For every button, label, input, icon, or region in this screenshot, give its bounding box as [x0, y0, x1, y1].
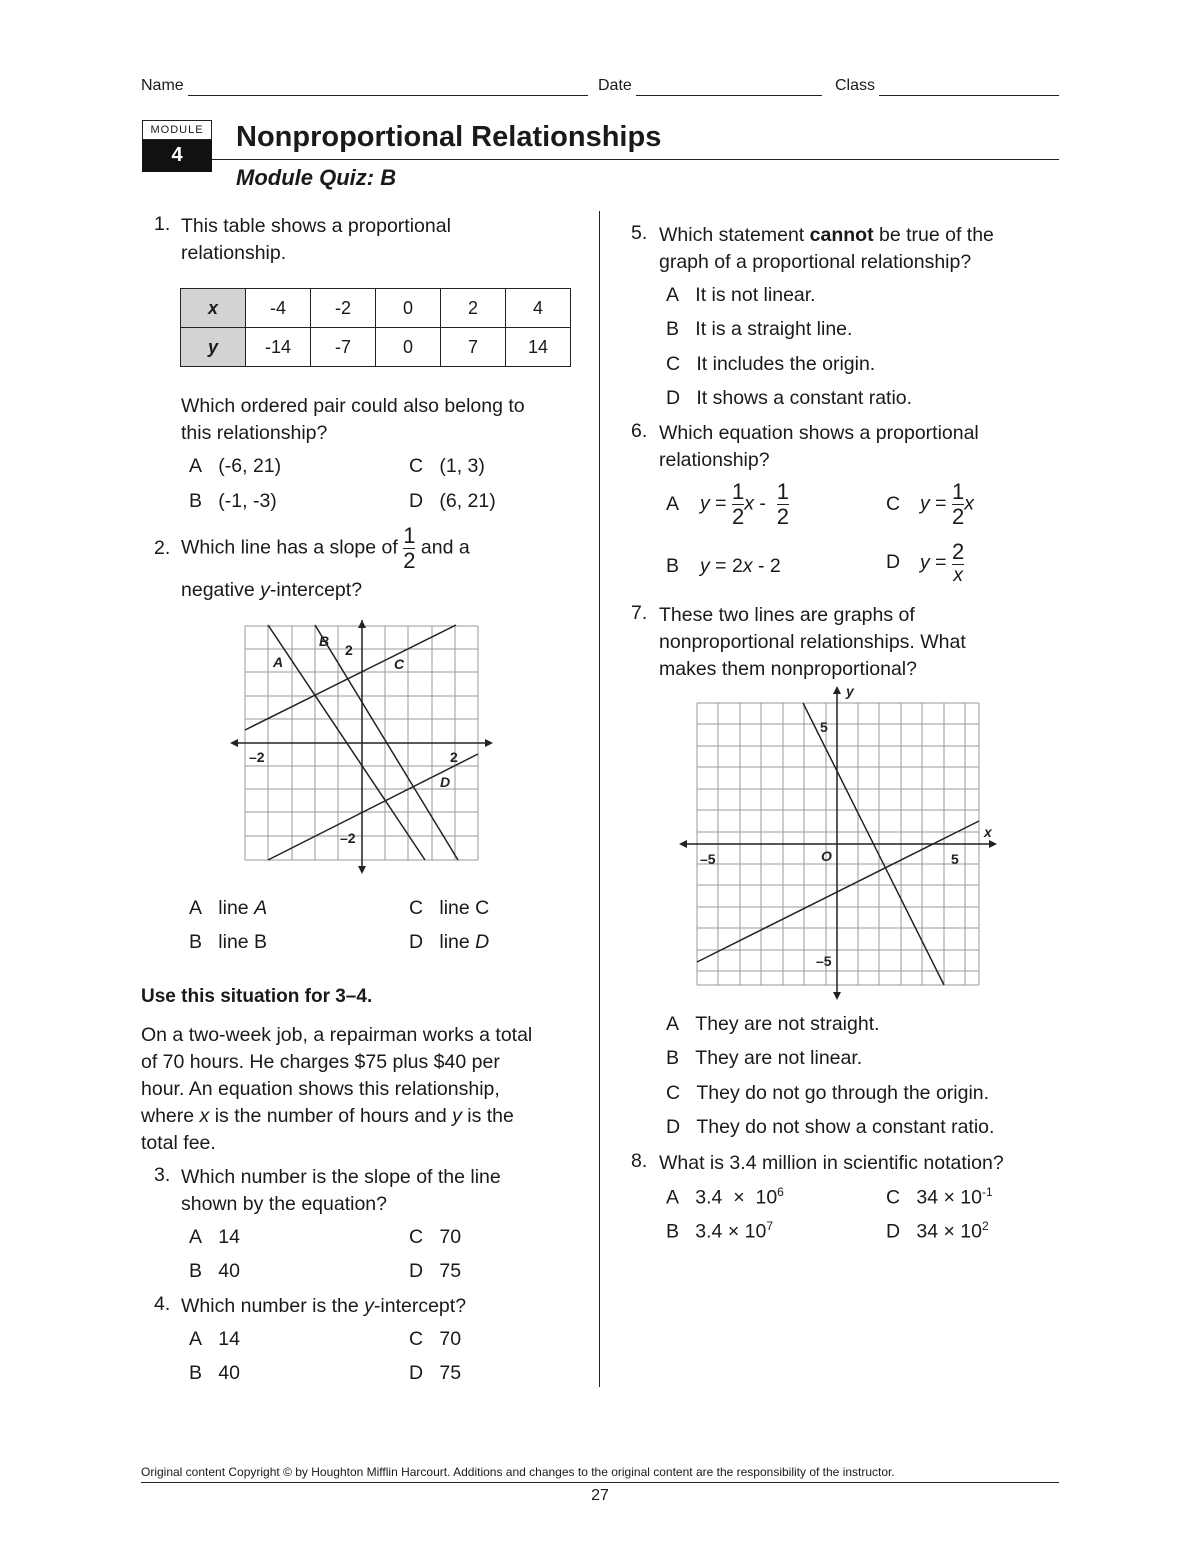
text-bold: cannot	[809, 224, 874, 246]
option-letter: C	[886, 492, 901, 515]
q3-option-d[interactable]	[409, 1260, 461, 1283]
q3-line2: shown by the equation?	[181, 1193, 387, 1215]
q2-label-c: C	[394, 656, 405, 672]
q1-followup-line1: Which ordered pair could also belong to	[181, 395, 525, 417]
option-letter: A	[189, 897, 203, 919]
text-part: Which number is the	[181, 1295, 365, 1317]
q5-option-a[interactable]	[666, 284, 816, 307]
q7-origin-label: O	[821, 848, 832, 864]
situation-line3: hour. An equation shows this relationship,	[141, 1078, 500, 1100]
option-exp: -1	[982, 1185, 993, 1199]
option-text: 40	[218, 1260, 240, 1282]
q7-option-b[interactable]	[666, 1047, 862, 1070]
frac-num: 2	[951, 539, 965, 564]
option-text: It is not linear.	[695, 284, 816, 306]
q2-slope-den: 2	[403, 548, 416, 573]
option-letter: D	[666, 387, 681, 409]
var-y: y	[364, 1295, 374, 1317]
date-label: Date	[598, 77, 632, 94]
q7-tick-y-neg: –5	[816, 953, 832, 969]
option-letter: C	[666, 1082, 681, 1104]
page-number: 27	[591, 1487, 609, 1504]
q7-graph-labels	[700, 683, 993, 969]
q1-followup-line2: this relationship?	[181, 422, 328, 444]
option-letter: A	[666, 492, 680, 515]
text-part: Which statement	[659, 224, 810, 246]
option-letter: C	[409, 1328, 424, 1350]
q2-tick-x-pos: 2	[450, 749, 458, 765]
fraction	[952, 541, 964, 586]
situation-heading: Use this situation for 3–4.	[141, 986, 373, 1007]
q8-option-b[interactable]	[666, 1219, 773, 1244]
q6-option-a[interactable]	[666, 481, 789, 528]
option-letter: A	[666, 284, 680, 306]
option-text: 75	[439, 1260, 462, 1282]
q2-tick-y-pos: 2	[345, 642, 353, 658]
option-text: 70	[439, 1226, 462, 1248]
option-letter: A	[666, 1186, 680, 1209]
option-letter: C	[886, 1186, 901, 1209]
option-letter: D	[666, 1116, 681, 1138]
equation-tail: - 2	[752, 555, 781, 577]
option-letter: B	[189, 490, 203, 512]
q4-option-b[interactable]	[189, 1362, 240, 1385]
var-y: y	[700, 555, 710, 577]
class-field[interactable]	[879, 95, 1059, 96]
footer-copyright: Original content Copyright © by Houghton Mifflin Harcourt. Additions and changes to the original content are the responsibility of the instructor.	[141, 1465, 895, 1479]
q1-table-cell: 14	[506, 328, 571, 367]
q1-table	[180, 288, 571, 367]
q3-option-a[interactable]	[189, 1226, 240, 1249]
option-text: It shows a constant ratio.	[696, 387, 913, 409]
option-letter: C	[409, 455, 424, 477]
q6-text	[659, 420, 979, 474]
q2-text	[181, 525, 470, 572]
var-y: y	[920, 492, 930, 515]
q6-number: 6.	[631, 420, 648, 442]
q7-axis-label-x: x	[984, 824, 992, 840]
var-x: x	[964, 492, 974, 515]
option-exp: 2	[982, 1219, 989, 1233]
q2-tick-y-neg: –2	[340, 830, 356, 846]
option-text: They are not straight.	[695, 1013, 880, 1035]
option-letter: B	[666, 1047, 680, 1069]
frac-num: 1	[776, 479, 789, 504]
q1-table-row-y	[181, 328, 571, 367]
page-title: Nonproportional Relationships	[236, 121, 662, 153]
option-letter: A	[666, 1013, 680, 1035]
option-exp: 6	[777, 1185, 784, 1199]
q2-line2-var: y	[260, 579, 270, 601]
q2-line2-a: negative	[181, 579, 261, 601]
q1-number: 1.	[154, 213, 171, 235]
q4-option-c[interactable]	[409, 1328, 461, 1351]
title-rule	[212, 159, 1059, 160]
q6-option-d[interactable]	[886, 541, 964, 586]
q5-line2: graph of a proportional relationship?	[659, 251, 972, 273]
q4-option-d[interactable]	[409, 1362, 461, 1385]
option-letter: B	[666, 555, 680, 577]
option-text: line	[218, 897, 255, 919]
situation-line2: of 70 hours. He charges $75 plus $40 per	[141, 1051, 500, 1073]
q2-axes	[233, 620, 490, 870]
option-pow: 10	[960, 1220, 982, 1243]
module-badge	[142, 120, 212, 172]
q1-option-a[interactable]	[189, 455, 281, 478]
q7-tick-y-pos: 5	[820, 719, 828, 735]
q2-number: 2.	[154, 537, 171, 559]
option-var: D	[475, 931, 490, 953]
q2-text-line2	[181, 577, 362, 604]
option-letter: B	[189, 1260, 203, 1282]
option-base: 34	[916, 1220, 939, 1243]
q4-text	[181, 1293, 466, 1320]
q2-line-c	[245, 625, 456, 730]
text-part: where	[141, 1105, 200, 1127]
option-text: They are not linear.	[695, 1047, 863, 1069]
q6-line2: relationship?	[659, 449, 770, 471]
q3-number: 3.	[154, 1164, 171, 1186]
q1-text	[181, 213, 451, 267]
times-sign: ×	[943, 1220, 955, 1243]
times-sign: ×	[943, 1186, 955, 1209]
q7-axis-label-y: y	[846, 683, 854, 699]
q5-option-b[interactable]	[666, 318, 852, 341]
option-letter: B	[666, 318, 680, 340]
option-letter: B	[189, 931, 203, 953]
q7-tick-x-neg: –5	[700, 851, 716, 867]
var-y: y	[920, 551, 930, 574]
q1-table-cell: -14	[246, 328, 311, 367]
minus-sign: -	[759, 492, 766, 515]
frac-den: 2	[776, 504, 789, 529]
q7-line2: nonproportional relationships. What	[659, 631, 966, 653]
q1-table-wrap	[180, 288, 571, 367]
q1-text-line1: This table shows a proportional	[181, 215, 451, 237]
q3-text	[181, 1164, 501, 1218]
q5-option-d[interactable]	[666, 387, 912, 410]
page-subtitle: Module Quiz: B	[236, 165, 397, 190]
option-pow: 10	[744, 1220, 767, 1243]
option-pow: 10	[960, 1186, 982, 1209]
q3-option-c[interactable]	[409, 1226, 461, 1249]
q7-text	[659, 602, 966, 683]
q1-table-cell: -7	[311, 328, 376, 367]
option-pow: 10	[755, 1186, 778, 1209]
option-letter: D	[409, 1260, 424, 1282]
situation-line1: On a two-week job, a repairman works a total	[141, 1024, 533, 1046]
name-field[interactable]	[188, 95, 588, 96]
option-text: 70	[439, 1328, 462, 1350]
times-sign: ×	[733, 1186, 745, 1209]
option-text: 75	[439, 1362, 462, 1384]
date-field[interactable]	[636, 95, 822, 96]
q2-option-d[interactable]	[409, 931, 489, 954]
option-letter: D	[886, 551, 901, 574]
option-letter: A	[189, 1328, 203, 1350]
option-text: (-1, -3)	[218, 490, 277, 512]
q5-number: 5.	[631, 222, 648, 244]
q1-table-cell: -2	[311, 289, 376, 328]
q2-tick-x-neg: –2	[249, 749, 265, 765]
frac-den: x	[953, 564, 963, 586]
q2-slope-num: 1	[403, 523, 416, 548]
class-label: Class	[835, 77, 876, 94]
option-exp: 7	[766, 1219, 774, 1233]
q7-line3: makes them nonproportional?	[659, 658, 917, 680]
q6-option-c[interactable]	[886, 481, 974, 528]
option-letter: D	[409, 1362, 424, 1384]
q8-number: 8.	[631, 1150, 648, 1172]
option-text: It includes the origin.	[696, 353, 876, 375]
q7-option-c[interactable]	[666, 1082, 989, 1105]
option-text: 14	[218, 1328, 240, 1350]
q2-graph	[228, 620, 498, 875]
option-base: 3.4	[695, 1220, 723, 1243]
equals-sign: =	[715, 492, 727, 515]
equals-sign: =	[935, 492, 947, 515]
q7-number: 7.	[631, 602, 648, 624]
equation-rhs: = 2	[715, 555, 743, 577]
q2-option-b[interactable]	[189, 931, 267, 954]
text-part: -intercept?	[373, 1295, 467, 1317]
frac-num: 1	[731, 479, 745, 504]
q8-option-a[interactable]	[666, 1185, 784, 1210]
q1-option-d[interactable]	[409, 490, 496, 513]
q2-option-c[interactable]	[409, 897, 489, 920]
q1-table-cell: 0	[376, 328, 441, 367]
q7-graph	[676, 683, 1001, 1003]
q2-line2-b: -intercept?	[269, 579, 363, 601]
q8-text: What is 3.4 million in scientific notation?	[659, 1152, 1004, 1174]
q1-text-line2: relationship.	[181, 242, 287, 264]
q6-option-b[interactable]	[666, 555, 781, 578]
q2-text-before: Which line has a slope of	[181, 536, 398, 559]
option-letter: A	[189, 1226, 203, 1248]
option-letter: C	[409, 1226, 424, 1248]
situation-line4	[141, 1103, 532, 1130]
q2-text-after: and a	[420, 536, 470, 559]
q2-label-b: B	[319, 633, 330, 649]
q1-table-row-x	[181, 289, 571, 328]
q1-table-cell: 7	[441, 328, 506, 367]
q7-option-a[interactable]	[666, 1013, 880, 1036]
q2-slope-fraction	[403, 525, 415, 572]
option-text: 14	[218, 1226, 240, 1248]
text-part: is the	[461, 1105, 514, 1127]
name-label: Name	[141, 77, 184, 94]
option-text: 40	[218, 1362, 240, 1384]
option-letter: D	[886, 1220, 901, 1243]
frac-num: 1	[951, 479, 965, 504]
q7-tick-x-pos: 5	[951, 851, 959, 867]
option-base: 3.4	[695, 1186, 723, 1209]
option-text: line	[439, 931, 476, 953]
text-part: be true of the	[873, 224, 994, 246]
q7-arrows	[679, 686, 997, 1000]
q5-text	[659, 222, 994, 276]
q2-label-a: A	[273, 654, 284, 670]
option-letter: D	[409, 490, 424, 512]
q1-table-header-x: x	[181, 289, 246, 328]
q2-label-d: D	[440, 774, 451, 790]
q4-option-a[interactable]	[189, 1328, 240, 1351]
situation-text	[141, 1022, 532, 1157]
option-text: line C	[439, 897, 490, 919]
q2-tick-labels	[249, 642, 458, 846]
option-letter: D	[409, 931, 424, 953]
option-letter: B	[189, 1362, 203, 1384]
var-x: x	[199, 1105, 210, 1127]
q5-line1	[659, 222, 994, 249]
q1-table-cell: 4	[506, 289, 571, 328]
q7-axes	[682, 689, 994, 997]
q6-line1: Which equation shows a proportional	[659, 422, 979, 444]
option-letter: C	[666, 353, 681, 375]
q8-option-c[interactable]	[886, 1185, 993, 1210]
option-letter: B	[666, 1220, 680, 1243]
option-letter: C	[409, 897, 424, 919]
option-text: (1, 3)	[439, 455, 485, 477]
frac-den: 2	[951, 504, 965, 529]
times-sign: ×	[727, 1220, 740, 1243]
q2-line-d	[268, 754, 478, 860]
q1-followup	[181, 393, 525, 447]
q8-option-d[interactable]	[886, 1219, 989, 1244]
q1-table-cell: -4	[246, 289, 311, 328]
q2-option-a[interactable]	[189, 897, 267, 920]
frac-den: 2	[731, 504, 745, 529]
var-y: y	[700, 492, 710, 515]
option-text: They do not go through the origin.	[696, 1082, 990, 1104]
q7-line1: These two lines are graphs of	[659, 604, 915, 626]
var-y: y	[452, 1105, 462, 1127]
module-label: MODULE	[142, 120, 212, 140]
q7-line-shallow	[697, 821, 979, 962]
option-text: It is a straight line.	[695, 318, 853, 340]
module-number: 4	[142, 140, 212, 172]
q1-table-cell: 2	[441, 289, 506, 328]
q4-number: 4.	[154, 1293, 171, 1315]
equals-sign: =	[935, 551, 947, 574]
option-base: 34	[916, 1186, 939, 1209]
text-part: is the number of hours and	[209, 1105, 453, 1127]
option-text: They do not show a constant ratio.	[696, 1116, 995, 1138]
var-x: x	[744, 492, 754, 515]
footer-rule	[141, 1482, 1059, 1483]
q1-table-header-y: y	[181, 328, 246, 367]
option-letter: A	[189, 455, 203, 477]
situation-line5: total fee.	[141, 1132, 216, 1154]
q3-option-b[interactable]	[189, 1260, 240, 1283]
option-text: line B	[218, 931, 268, 953]
fraction	[777, 481, 789, 528]
var-x: x	[742, 555, 753, 577]
fraction	[732, 481, 744, 528]
option-var: A	[254, 897, 268, 919]
q7-option-d[interactable]	[666, 1116, 994, 1139]
option-text: (-6, 21)	[218, 455, 282, 477]
q3-line1: Which number is the slope of the line	[181, 1166, 501, 1188]
q1-option-c[interactable]	[409, 455, 485, 478]
column-divider	[599, 211, 600, 1387]
q1-option-b[interactable]	[189, 490, 277, 513]
fraction	[952, 481, 964, 528]
q5-option-c[interactable]	[666, 353, 875, 376]
option-text: (6, 21)	[439, 490, 496, 512]
q1-table-cell: 0	[376, 289, 441, 328]
